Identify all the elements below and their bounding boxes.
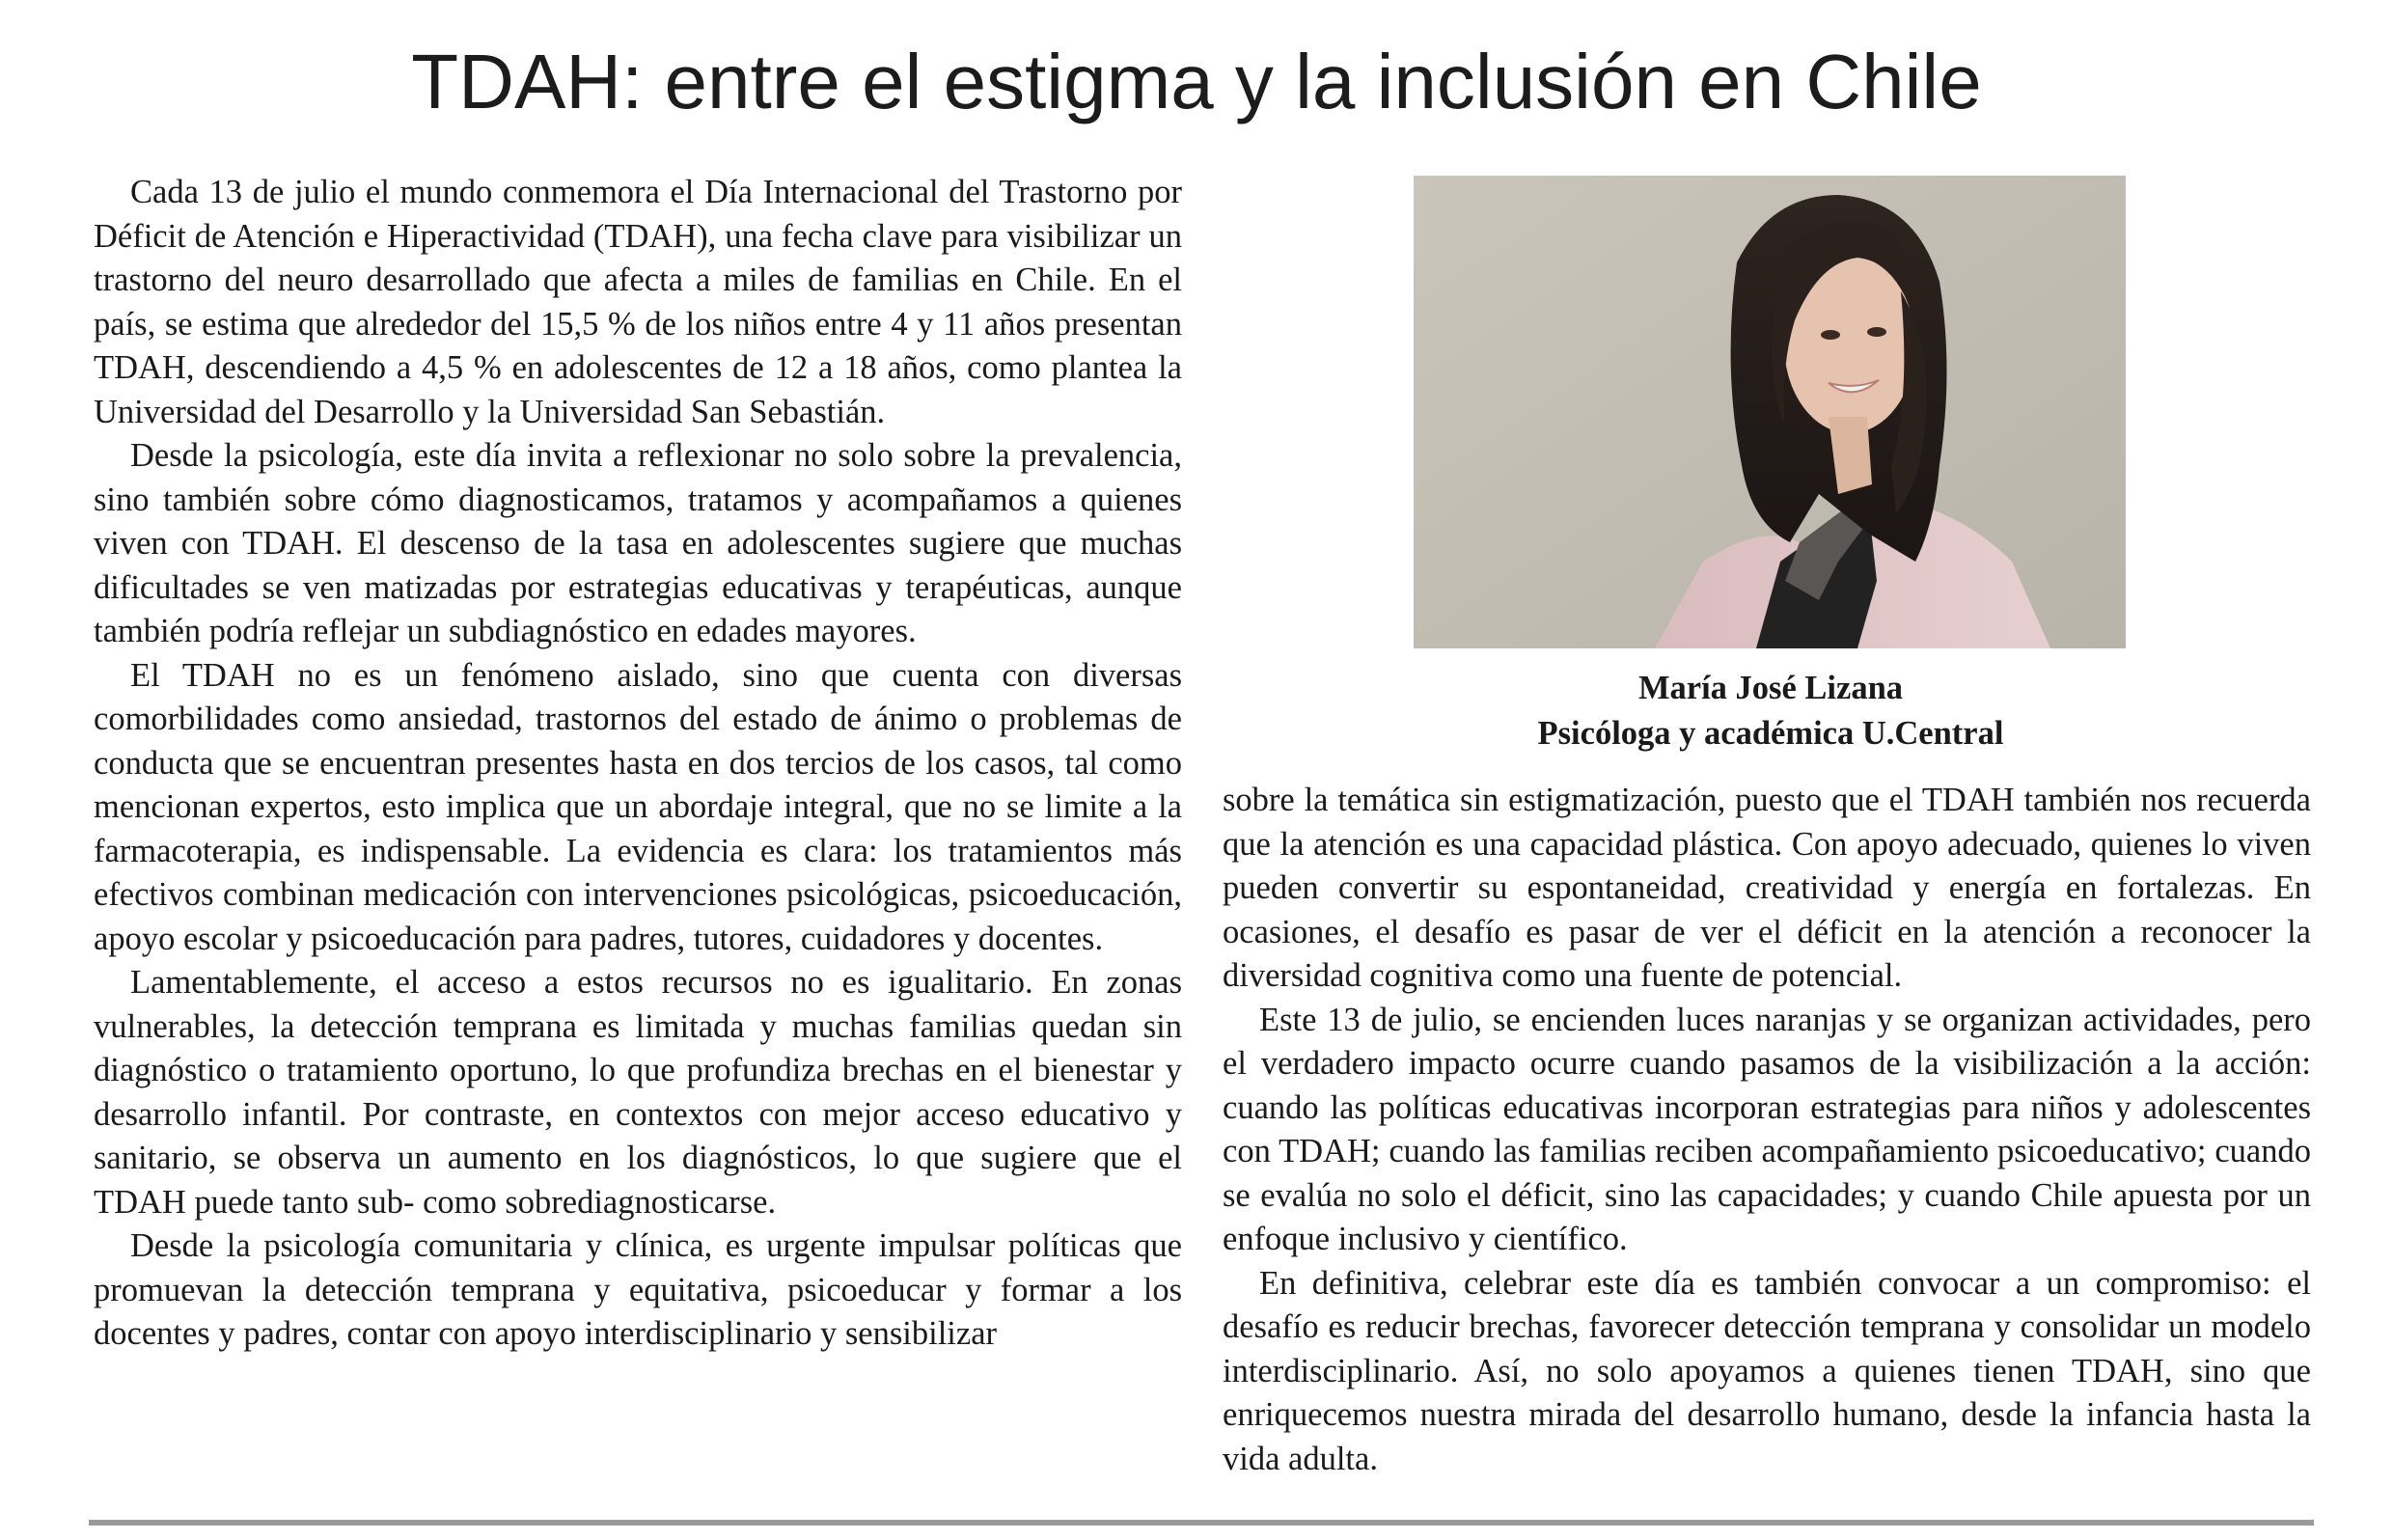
paragraph: sobre la temática sin estigmatización, puesto que el TDAH también nos recuerda que la atención es una capacidad plástica. Con apoyo adecuado, quienes lo viven pueden convertir su espontaneidad, creatividad y energía en fortalezas. En ocasiones, el desafío es pasar de ver el déficit en la atención a reconocer la diversidad cognitiva como una fuente de potencial.	[1223, 782, 2311, 994]
author-role: Psicóloga y académica U.Central	[1537, 715, 2004, 752]
author-photo	[1414, 176, 2126, 648]
article-headline: TDAH: entre el estigma y la inclusión en Chile	[411, 39, 1982, 124]
paragraph: Lamentablemente, el acceso a estos recursos no es igualitario. En zonas vulnerables, la detección temprana es limitada y muchas familias quedan sin diagnóstico o tratamiento oportuno, lo que profundiza brechas en el bienestar y desarrollo infantil. Por contraste, en contextos con mejor acceso educativo y sanitario, se observa un aumento en los diagnósticos, lo que sugiere que el TDAH puede tanto sub- como sobrediagnosticarse.	[94, 964, 1182, 1221]
paragraph: Cada 13 de julio el mundo conmemora el Día Internacional del Trastorno por Déficit de Atención e Hiperactividad (TDAH), una fecha clave para visibilizar un trastorno del neuro desarrollado que afecta a miles de familias en Chile. En el país, se estima que alrededor del 15,5 % de los niños entre 4 y 11 años presentan TDAH, descendiendo a 4,5 % en adolescentes de 12 a 18 años, como plantea la Universidad del Desarrollo y la Universidad San Sebastián.	[94, 174, 1182, 430]
bottom-rule	[89, 1520, 2314, 1526]
paragraph: Este 13 de julio, se encienden luces naranjas y se organizan actividades, pero el verdadero impacto ocurre cuando pasamos de la visibilización a la acción: cuando las políticas educativas incorporan estrategias para niños y adolescentes con TDAH; cuando las familias reciben acompañamiento psicoeducativo; cuando se evalúa no solo el déficit, sino las capacidades; y cuando Chile apuesta por un enfoque inclusivo y científico.	[1223, 1001, 2311, 1257]
paragraph: Desde la psicología comunitaria y clínica, es urgente impulsar políticas que promuevan la detección temprana y equitativa, psicoeducar y formar a los docentes y padres, contar con apoyo interdisciplinario y sensibilizar	[94, 1227, 1182, 1352]
article-right-column	[1223, 779, 2311, 1481]
photo-caption	[1394, 666, 2147, 756]
paragraph: En definitiva, celebrar este día es también convocar a un compromiso: el desafío es reducir brechas, favorecer detección temprana y consolidar un modelo interdisciplinario. Así, no solo apoyamos a quienes tienen TDAH, sino que enriquecemos nuestra mirada del desarrollo humano, desde la infancia hasta la vida adulta.	[1223, 1264, 2311, 1477]
paragraph: Desde la psicología, este día invita a reflexionar no solo sobre la prevalencia, sino también sobre cómo diagnosticamos, tratamos y acompañamos a quienes viven con TDAH. El descenso de la tasa en adolescentes sugiere que muchas dificultades se ven matizadas por estrategias educativas y terapéuticas, aunque también podría reflejar un subdiagnóstico en edades mayores.	[94, 437, 1182, 649]
paragraph: El TDAH no es un fenómeno aislado, sino que cuenta con diversas comorbilidades como ansiedad, trastornos del estado de ánimo o problemas de conducta que se encuentran presentes hasta en dos tercios de los casos, tal como mencionan expertos, esto implica que un abordaje integral, que no se limite a la farmacoterapia, es indispensable. La evidencia es clara: los tratamientos más efectivos combinan medicación con intervenciones psicológicas, psicoeducación, apoyo escolar y psicoeducación para padres, tutores, cuidadores y docentes.	[94, 656, 1182, 957]
author-name: María José Lizana	[1637, 670, 1904, 706]
article-left-column	[94, 171, 1182, 1357]
